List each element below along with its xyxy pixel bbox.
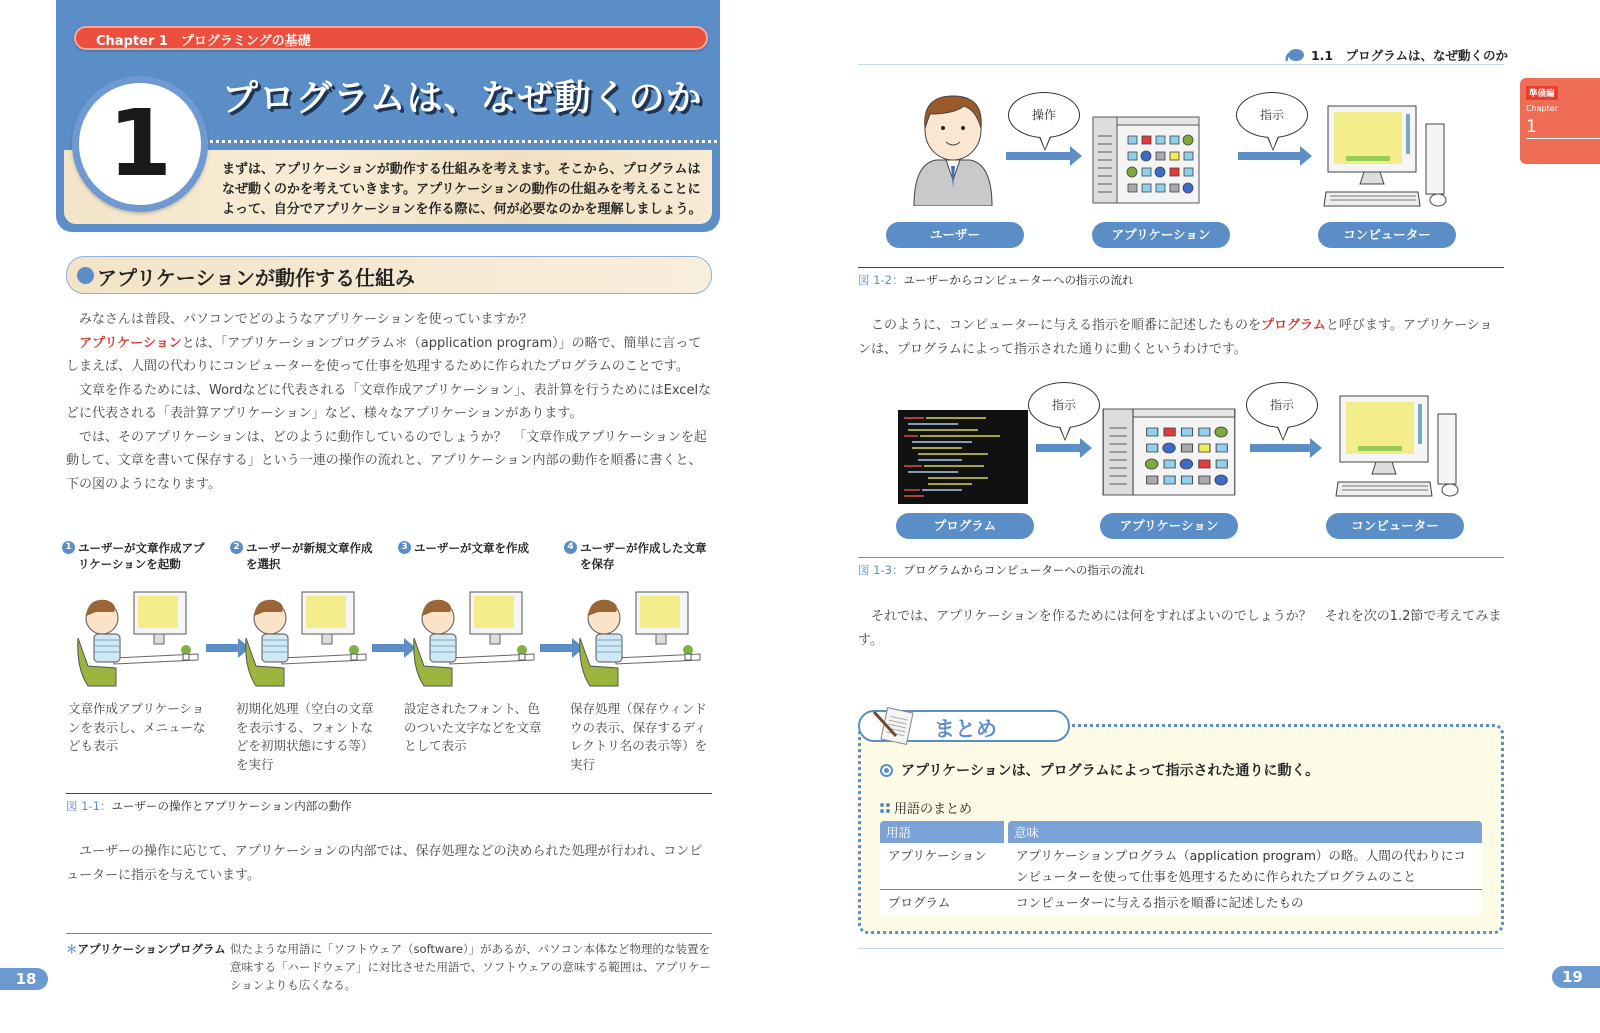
- footnote-term: ＊アプリケーションプログラム: [66, 942, 226, 956]
- step-title: ユーザーが作成した文章を保存: [580, 541, 707, 571]
- user-businessman-illustration: [908, 88, 998, 206]
- computer-illustration: [1334, 394, 1470, 500]
- arrow-right-icon: [1238, 152, 1302, 160]
- section-heading: [66, 256, 712, 294]
- step-title: ユーザーが文章を作成: [414, 541, 529, 555]
- figure-1-3-caption: 図 1-3：プログラムからコンピューターへの指示の流れ: [858, 563, 1145, 577]
- node-computer: コンピューター: [1318, 222, 1456, 248]
- node-program: プログラム: [896, 513, 1034, 539]
- application-window-illustration: [1102, 408, 1236, 496]
- user-at-computer-illustration: [410, 588, 538, 690]
- meaning-cell: コンピューターに与える指示を順番に記述したもの: [1008, 890, 1482, 915]
- paragraph: みなさんは普段、パソコンでどのようなアプリケーションを使っていますか？: [79, 312, 533, 327]
- glossary-table: [880, 821, 1482, 915]
- chapter-title: プログラムは、なぜ動くのか: [222, 78, 703, 119]
- step-3: [398, 540, 548, 753]
- arrow-right-icon: [1036, 444, 1082, 452]
- step-4: [564, 540, 714, 772]
- arrow-right-icon: [206, 644, 240, 652]
- step-description: 初期化処理（空白の文章を表示する、フォントなどを初期状態にする等）を実行: [236, 701, 374, 772]
- speech-bubble: 指示: [1246, 382, 1318, 428]
- glossary-title: 用語のまとめ: [880, 798, 972, 817]
- node-application: アプリケーション: [1092, 222, 1230, 248]
- computer-illustration: [1322, 104, 1458, 210]
- step-number-icon: 3: [398, 541, 411, 554]
- paragraph: アプリケーションとは、「アプリケーションプログラム＊（application program）」の略で、簡単に言ってしまえば、人間の代わりにコンピューターを使って仕事を処理するために作られたプログラムのことです。: [66, 335, 702, 374]
- footnote-text: 似たような用語に「ソフトウェア（software）」があるが、パソコン本体など物理的な装置を意味する「ハードウェア」に対比させた用語で、ソフトウェアの意味する範囲は、アプリケーションよりも広くなる。: [230, 942, 712, 992]
- table-row: [880, 843, 1482, 890]
- chapter-number: 1: [107, 90, 172, 197]
- paragraph: では、そのアプリケーションは、どのように動作しているのでしょうか？ 「文章作成アプリケーションを起動して、文章を書いて保存する」という一連の操作の流れと、アプリケーション内部の動作を順番に書くと、下の図のようになります。: [66, 429, 707, 492]
- speech-bubble: 操作: [1008, 92, 1080, 138]
- running-head: 1.1 プログラムは、なぜ動くのか: [1285, 46, 1508, 64]
- column-header-meaning: 意味: [1008, 821, 1482, 843]
- figure-rule: [66, 793, 712, 794]
- node-application: アプリケーション: [1100, 513, 1238, 539]
- term-cell: アプリケーション: [880, 843, 1008, 890]
- user-at-computer-illustration: [74, 588, 202, 690]
- speech-bubble: 指示: [1028, 382, 1100, 428]
- meaning-cell: アプリケーションプログラム（application program）の略。人間の代わりにコンピューターを使って仕事を処理するために作られたプログラムのこと: [1008, 843, 1482, 890]
- chapter-number-badge: [72, 76, 208, 212]
- step-description: 設定されたフォント、色のついた文字などを文章として表示: [404, 701, 542, 753]
- step-number-icon: 4: [564, 541, 577, 554]
- side-tab-label: 準備編: [1526, 86, 1558, 100]
- summary-box: [858, 710, 1504, 934]
- keyword-application: アプリケーション: [79, 335, 182, 351]
- arrow-right-icon: [1250, 444, 1312, 452]
- summary-title: まとめ: [934, 717, 997, 741]
- figure-1-1-caption: 図 1-1：ユーザーの操作とアプリケーション内部の動作: [66, 799, 352, 813]
- paragraph: 文章を作るためには、Wordなどに代表される「文章作成アプリケーション」、表計算を行うためにはExcelなどに代表される「表計算アプリケーション」など、様々なアプリケーションがあります。: [66, 382, 712, 421]
- arrow-right-icon: [540, 644, 574, 652]
- step-description: 保存処理（保存ウィンドウの表示、保存するディレクトリ名の表示等）を実行: [570, 701, 708, 772]
- figure-1-1: [62, 540, 712, 780]
- step-description: 文章作成アプリケーションを表示し、メニューなども表示: [68, 701, 206, 753]
- side-tab-chapter: Chapter: [1526, 104, 1558, 113]
- chapter-label-bar: [74, 26, 708, 50]
- step-title: ユーザーが新規文章作成を選択: [246, 541, 373, 571]
- arrow-right-icon: [1006, 152, 1072, 160]
- speech-bubble: 指示: [1236, 92, 1308, 138]
- arrow-right-icon: [372, 644, 406, 652]
- summary-tab: [858, 710, 1070, 742]
- chapter-intro: まずは、アプリケーションが動作する仕組みを考えます。そこから、プログラムはなぜ動くのかを考えていきます。アプリケーションの動作の仕組みを考えることによって、自分でアプリケーションを作る際に、何が必要なのかを理解しましょう。: [222, 162, 702, 217]
- user-at-computer-illustration: [576, 588, 704, 690]
- elephant-icon: [1285, 48, 1305, 62]
- column-header-term: 用語: [880, 821, 1008, 843]
- node-user: ユーザー: [886, 222, 1024, 248]
- table-row: [880, 890, 1482, 915]
- application-window-illustration: [1092, 116, 1200, 204]
- figure-rule: [858, 267, 1504, 268]
- running-head-rule: [858, 64, 1504, 65]
- step-number-icon: 1: [62, 541, 75, 554]
- dotted-divider: [205, 140, 717, 143]
- step-number-icon: 2: [230, 541, 243, 554]
- node-computer: コンピューター: [1326, 513, 1464, 539]
- keyword-program: プログラム: [1261, 318, 1326, 333]
- step-2: [230, 540, 380, 772]
- page-number-left: 18: [0, 968, 48, 990]
- footnote: [66, 940, 712, 994]
- step-title: ユーザーが文章作成アプリケーションを起動: [78, 541, 205, 571]
- intro-body: [66, 308, 712, 496]
- chapter-side-tab[interactable]: [1520, 78, 1600, 164]
- body-paragraph-right-1: このように、コンピューターに与える指示を順番に記述したものをプログラムと呼びます。アプリケーションは、プログラムによって指示された通りに動くというわけです。: [858, 318, 1493, 357]
- step-1: [62, 540, 212, 753]
- term-cell: プログラム: [880, 890, 1008, 915]
- body-paragraph-2: ユーザーの操作に応じて、アプリケーションの内部では、保存処理などの決められた処理が行われ、コンピューターに指示を与えています。: [66, 844, 703, 883]
- memo-pencil-icon: [870, 706, 918, 746]
- figure-rule: [858, 557, 1504, 558]
- section-title: アプリケーションが動作する仕組み: [97, 266, 415, 290]
- radio-bullet-icon: [880, 764, 893, 777]
- chapter-label: Chapter 1 プログラミングの基礎: [96, 34, 311, 49]
- page-number-right: 19: [1552, 966, 1600, 988]
- footnote-rule: [66, 933, 712, 934]
- bullet-dot-icon: [77, 267, 94, 284]
- body-paragraph-right-2: それでは、アプリケーションを作るためには何をすればよいのでしょうか？ それを次の1.2節で考えてみます。: [858, 609, 1502, 648]
- source-code-illustration: [898, 410, 1028, 504]
- bottom-rule: [858, 948, 1504, 949]
- figure-1-2-caption: 図 1-2：ユーザーからコンピューターへの指示の流れ: [858, 273, 1134, 287]
- summary-point: アプリケーションは、プログラムによって指示された通りに動く。: [880, 760, 1319, 780]
- grid-dots-icon: [880, 803, 890, 813]
- side-tab-number: 1: [1526, 116, 1600, 139]
- user-at-computer-illustration: [242, 588, 370, 690]
